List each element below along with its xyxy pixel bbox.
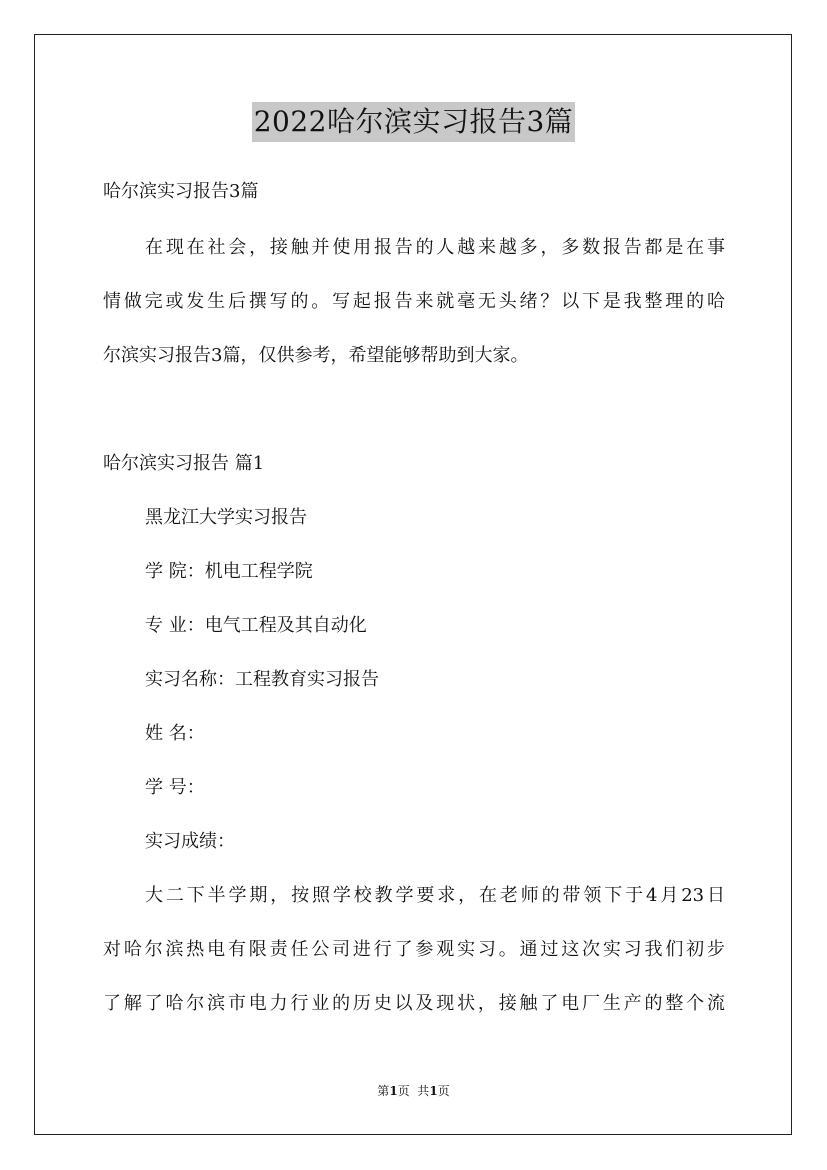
info-student-id: 学 号：	[145, 777, 205, 798]
title-container	[0, 102, 827, 142]
intro-line: 在现在社会，接触并使用报告的人越来越多，多数报告都是在事	[145, 237, 725, 258]
info-name: 姓 名：	[145, 723, 205, 744]
document-subtitle: 哈尔滨实习报告3篇	[103, 181, 259, 202]
intro-line: 情做完或发生后撰写的。写起报告来就毫无头绪？以下是我整理的哈	[103, 291, 725, 312]
document-title: 2022哈尔滨实习报告3篇	[252, 102, 576, 142]
page-number: 1	[389, 1084, 398, 1098]
info-major: 专 业：电气工程及其自动化	[145, 615, 367, 636]
section-heading: 哈尔滨实习报告 篇1	[103, 453, 265, 474]
intro-line: 尔滨实习报告3篇，仅供参考，希望能够帮助到大家。	[103, 345, 529, 366]
body-line: 对哈尔滨热电有限责任公司进行了参观实习。通过这次实习我们初步	[103, 939, 725, 960]
page-total: 1	[429, 1084, 438, 1098]
info-college: 学 院：机电工程学院	[145, 561, 313, 582]
info-internship-name: 实习名称：工程教育实习报告	[145, 669, 379, 690]
body-line: 了解了哈尔滨市电力行业的历史以及现状，接触了电厂生产的整个流	[103, 993, 725, 1014]
university-report-title: 黑龙江大学实习报告	[145, 507, 307, 528]
page-footer: 第1页 共1页	[377, 1084, 450, 1098]
body-line: 大二下半学期，按照学校教学要求，在老师的带领下于4月23日	[145, 885, 725, 906]
info-grade: 实习成绩：	[145, 831, 235, 852]
